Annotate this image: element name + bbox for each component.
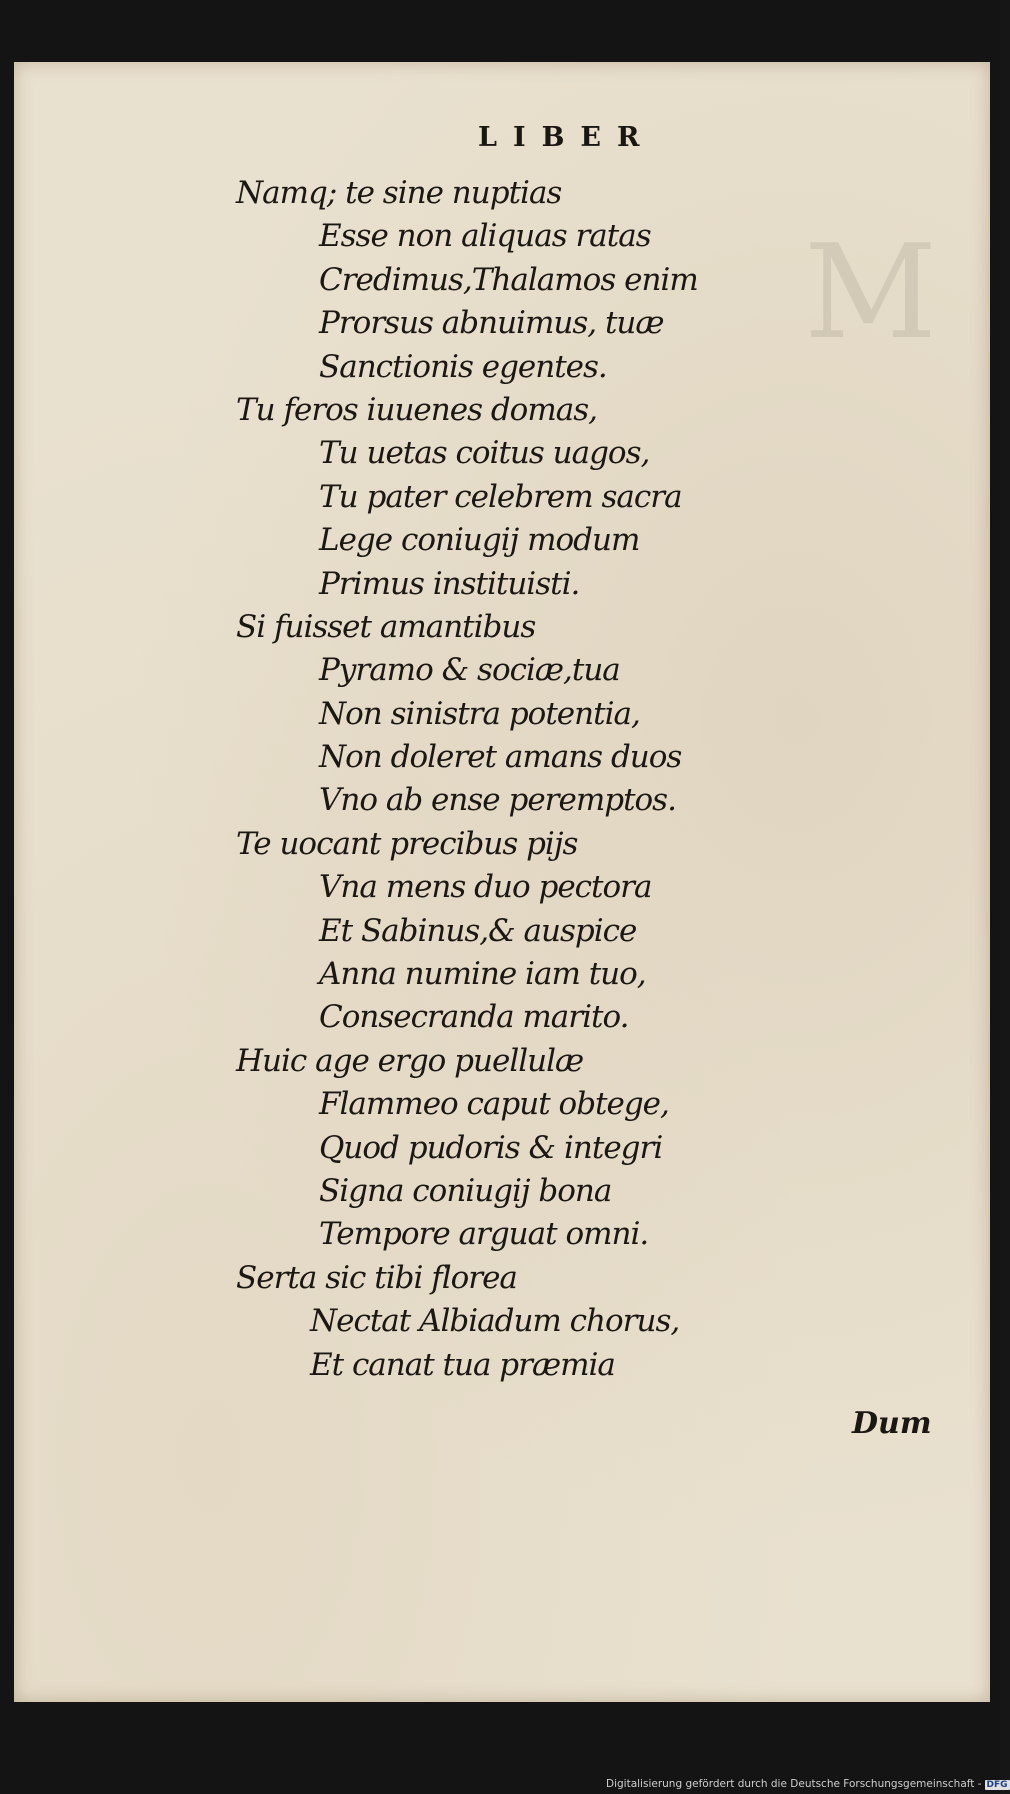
poem-line: Primus instituisti.	[319, 565, 580, 602]
poem-line: Esse non aliquas ratas	[319, 218, 651, 255]
catchword: Dum	[852, 1406, 932, 1441]
running-head: LIBER	[478, 122, 656, 153]
poem-line: Vno ab ense peremptos.	[319, 782, 676, 819]
poem-text	[236, 172, 796, 1387]
poem-line: Sanctionis egentes.	[319, 348, 607, 385]
poem-line: Serta sic tibi florea	[236, 1259, 517, 1296]
digitization-credit	[606, 1778, 1010, 1790]
poem-line: Anna numine iam tuo,	[319, 956, 646, 993]
poem-line: Tempore arguat omni.	[319, 1216, 649, 1253]
poem-line: Et Sabinus,& auspice	[319, 912, 637, 949]
poem-line: Nectat Albiadum chorus,	[310, 1303, 680, 1340]
poem-line: Te uocant precibus pijs	[236, 825, 578, 862]
poem-line: Tu feros iuuenes domas,	[236, 391, 597, 428]
poem-line: Tu pater celebrem sacra	[319, 478, 682, 515]
credit-text: Digitalisierung gefördert durch die Deutsche Forschungsgemeinschaft -	[606, 1778, 982, 1790]
show-through-text: M	[804, 216, 938, 368]
dfg-logo: DFG	[986, 1780, 1008, 1790]
poem-line: Flammeo caput obtege,	[319, 1086, 669, 1123]
poem-line: Non doleret amans duos	[319, 739, 682, 776]
poem-line: Non sinistra potentia,	[319, 695, 640, 732]
poem-line: Tu uetas coitus uagos,	[319, 435, 650, 472]
poem-line: Lege coniugij modum	[319, 522, 640, 559]
poem-line: Huic age ergo puellulæ	[236, 1042, 584, 1079]
poem-line: Credimus,Thalamos enim	[319, 261, 698, 298]
poem-line: Pyramo & sociæ,tua	[319, 652, 620, 689]
poem-line: Et canat tua præmia	[310, 1346, 615, 1383]
poem-line: Prorsus abnuimus, tuæ	[319, 305, 664, 342]
poem-line: Namq; te sine nuptias	[236, 175, 562, 211]
poem-line: Signa coniugij bona	[319, 1172, 612, 1209]
poem-line: Quod pudoris & integri	[319, 1129, 663, 1166]
poem-line: Vna mens duo pectora	[319, 869, 652, 906]
poem-line: Si fuisset amantibus	[236, 608, 536, 645]
poem-line: Consecranda marito.	[319, 999, 629, 1036]
